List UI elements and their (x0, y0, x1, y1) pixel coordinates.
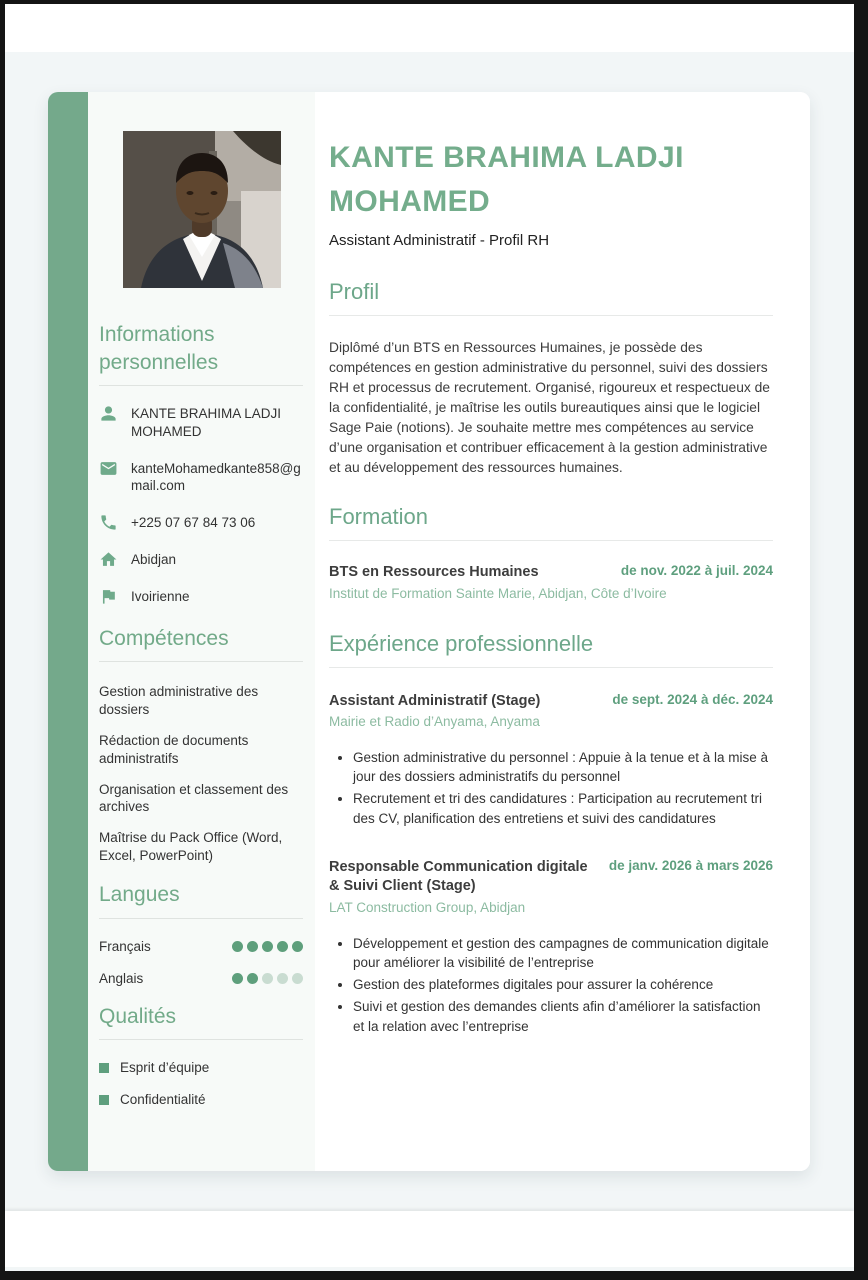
level-dot (262, 941, 273, 952)
cv-page (48, 92, 810, 1171)
skill-item: Maîtrise du Pack Office (Word, Excel, PowerPoint) (99, 830, 283, 864)
job-dates: de sept. 2024 à déc. 2024 (612, 691, 773, 707)
divider (99, 385, 303, 386)
degree-title: BTS en Ressources Humaines (329, 564, 539, 580)
top-white-band (5, 4, 854, 52)
experience-entry-2 (329, 858, 773, 1036)
language-name: Français (99, 938, 151, 954)
quality-label: Esprit d’équipe (120, 1060, 210, 1076)
level-dot (262, 973, 273, 984)
cv-main-column (315, 92, 810, 1171)
sidebar-section-title: Informations personnelles (99, 323, 219, 374)
contact-city-value: Abidjan (131, 551, 177, 567)
language-level-dots (232, 973, 303, 984)
sidebar-section-title: Compétences (99, 626, 229, 650)
skill-list (99, 683, 303, 865)
flag-icon (99, 587, 118, 606)
school-name: Institut de Formation Sainte Marie, Abidjan, Côte d’Ivoire (329, 585, 667, 601)
contact-list (99, 405, 303, 605)
skill-item: Gestion administrative des dossiers (99, 684, 259, 718)
quality-label: Confidentialité (120, 1092, 206, 1108)
level-dot (277, 941, 288, 952)
job-bullet: • Développement et gestion des campagnes de communication digitale pour améliorer la visibilité de l’entreprise (353, 934, 773, 972)
degree-dates: de nov. 2022 à juil. 2024 (620, 563, 773, 578)
divider (99, 661, 303, 662)
experience-entry-1 (329, 692, 773, 828)
candidate-name: KANTE BRAHIMA LADJI MOHAMED (329, 141, 684, 218)
phone-icon (99, 513, 118, 532)
section-competences (99, 625, 303, 865)
contact-name-value: KANTE BRAHIMA LADJI MOHAMED (131, 406, 282, 439)
divider (99, 1039, 303, 1040)
main-section-title: Formation (329, 504, 429, 529)
contact-email-value: kanteMohamedkante858@gmail.com (131, 460, 301, 494)
divider (99, 918, 303, 919)
job-title: Responsable Communication digitale & Suivi Client (Stage) (329, 858, 588, 895)
contact-item-city (99, 551, 303, 569)
level-dot (277, 973, 288, 984)
accent-stripe (48, 92, 88, 1171)
section-experience (329, 631, 773, 1036)
contact-item-nationality (99, 588, 303, 606)
main-section-title: Expérience professionnelle (329, 630, 594, 656)
job-bullet: • Suivi et gestion des demandes clients afin d’améliorer la satisfaction et la relation avec l’entreprise (353, 997, 773, 1035)
candidate-title: Assistant Administratif - Profil RH (329, 232, 550, 249)
level-dot (292, 941, 303, 952)
quality-item (99, 1060, 303, 1075)
company-name: Mairie et Radio d’Anyama, Anyama (329, 714, 540, 730)
contact-item-name (99, 405, 303, 440)
square-bullet-icon (99, 1063, 109, 1073)
formation-entry (329, 563, 773, 601)
job-bullet: • Gestion des plateformes digitales pour assurer la cohérence (353, 975, 773, 994)
language-list (99, 939, 303, 986)
person-icon (99, 404, 118, 423)
section-formation (329, 504, 773, 601)
document-viewport (5, 4, 854, 1271)
quality-list (99, 1060, 303, 1107)
portrait-illustration (123, 131, 281, 288)
section-informations-personnelles (99, 321, 303, 606)
contact-nationality-value: Ivoirienne (131, 588, 190, 604)
contact-item-phone (99, 514, 303, 532)
job-bullet-list (329, 934, 773, 1036)
language-level-dots (232, 941, 303, 952)
language-row-anglais (99, 971, 303, 986)
square-bullet-icon (99, 1095, 109, 1105)
section-langues (99, 881, 303, 986)
level-dot (247, 941, 258, 952)
profile-photo (123, 131, 281, 288)
next-page-preview (5, 1211, 854, 1267)
level-dot (247, 973, 258, 984)
job-bullet: • Recrutement et tri des candidatures : Participation au recrutement tri des CV, planification des entretiens et suivi des candidatures (353, 789, 773, 827)
skill-item: Organisation et classement des archives (99, 781, 289, 815)
email-icon (99, 459, 118, 478)
job-bullet: • Gestion administrative du personnel : Appuie à la tenue et à la mise à jour des dossiers administratifs du personnel (353, 748, 773, 786)
job-bullet-list (329, 748, 773, 828)
language-row-francais (99, 939, 303, 954)
skill-item: Rédaction de documents administratifs (99, 732, 249, 766)
language-name: Anglais (99, 970, 144, 986)
job-title: Assistant Administratif (Stage) (329, 692, 541, 709)
level-dot (232, 973, 243, 984)
company-name: LAT Construction Group, Abidjan (329, 899, 526, 915)
section-qualites (99, 1003, 303, 1108)
level-dot (232, 941, 243, 952)
quality-item (99, 1092, 303, 1107)
sidebar-section-title: Qualités (99, 1004, 177, 1028)
main-section-title: Profil (329, 279, 380, 304)
contact-item-email (99, 460, 303, 495)
divider (329, 667, 773, 668)
divider (329, 315, 773, 316)
level-dot (292, 973, 303, 984)
section-profil (329, 279, 773, 478)
sidebar-section-title: Langues (99, 882, 180, 906)
cv-sidebar (88, 92, 315, 1171)
divider (329, 540, 773, 541)
contact-phone-value: +225 07 67 84 73 06 (131, 514, 256, 530)
home-icon (99, 550, 118, 569)
job-dates: de janv. 2026 à mars 2026 (608, 857, 773, 873)
profil-paragraph: Diplômé d’un BTS en Ressources Humaines, je possède des compétences en gestion administrative du personnel, suivi des dossiers RH et processus de recrutement. Organisé, rigoureux et respectueux de la confidentialité, je maîtrise les outils bureautiques ainsi que le logiciel Sage Paie (notions). Je souhaite mettre mes compétences au service d’une organisation et contribuer efficacement à la gestion administrative et au développement des ressources humaines. (329, 340, 770, 475)
